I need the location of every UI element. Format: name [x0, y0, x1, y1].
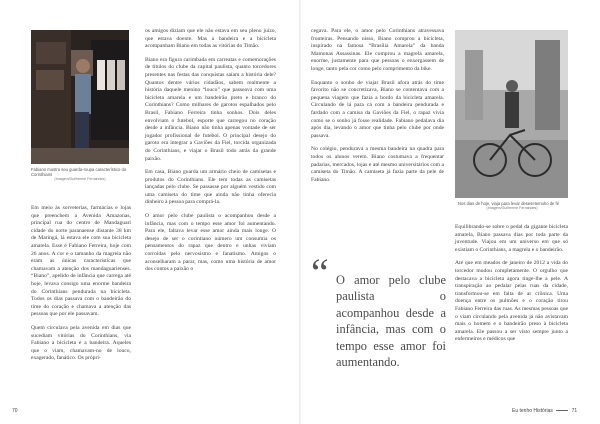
paragraph: Biano era figura carimbada em carreatas e comemorações de títulos do clube da capital paulista, quanto torcedores presentes nas festas das conquistas saíam a história dele? Quantos dentre vários cidadãos, sabem realmente a história daquele menino “louco” que passeava com uma bicicleta amarela e um bandeirão preto e branco do Corinthians? Como milhares de garotos espalhados pelo Brasil, Fabiano Ferreira tinha sonhos. Dois deles envolviam o futebol, esporte que carregou no coração desde a infância. Biano não tinha apenas vontade de ser jogador profissional de futebol. O principal desejo do garoto era integrar a Gaviões da Fiel, torcida organizada do Corinthians, e viajar o Brasil todo atrás da grande paixão. [145, 56, 276, 162]
left-column-2 [145, 28, 276, 280]
paragraph: O amor pelo clube paulista o acompanhou desde a infância, mas com o tempo esse amor foi aumentando. Para ele, faltava levar esse amor ainda mais longe. O desejo de ser o corintiano número um consumia os pensamentos do rapaz que dentro e unhas viviam corroídas pelo nervosismo e fanatismo. Amigos o aconselharam a parar, mas, como uma história de amor dos contos a paixão o [145, 213, 276, 273]
left-page-number: 70 [12, 408, 18, 414]
right-caption-text: Nos dias de hoje, viaja para levar desesetemuho de fé [458, 201, 560, 206]
paragraph: Até que em meados de janeiro de 2012 a vida do torcedor mudou completamente. O orgulho que destacava a bicicleta agora tinge-lhe a pele. A transpiração ao pedalar pelas ruas da cidade, transformou-se em falta de ar crônica. Uma doença entre os pulmões e o coração tirou Fabiano Ferreira das ruas. As mesmas pessoas que o viam circulando pela avenida já não avistavam mais o homem e o bandeirão preso à bicicleta amarela. Ele passou a ser visto sempre junto a enfermeiros e médicos que [455, 260, 568, 343]
photo-wardrobe [31, 30, 129, 164]
footer-title-text: Eu tenho Histórias [512, 408, 553, 414]
paragraph: Enquanto o sonho de viajar Brasil afora atrás do time favorito não se concretizava, Biano se contentava com a pequena viagem que fazia a bordo da bicicleta amarela. Circulando de lá para cá com a bandeira pendurada e fardado com a camisa da Gaviões da Fiel, o rapaz vivia como se o sonho já fosse realidade. Fabiano pedalava dia após dia, levando o amor que tinha pelo clube por onde passava. [311, 79, 444, 139]
right-page-number: 71 [571, 408, 578, 414]
wardrobe-photo-image [31, 30, 129, 164]
paragraph: cegava. Para ele, o amor pelo Corinthians atravessava fronteiras. Pensando nisso, Biano comprou a bicicleta, inspirado na famosa “Brasília Amarela” da banda Mamonas Assassinas. Ele comprou a magrela amarela, enorme, justamente para que pessoas o enxergassem de longe, tanto pela cor como pelo comprimento da bike. [311, 28, 444, 72]
bicycle-photo-image [455, 30, 568, 198]
paragraph: os amigos diziam que ele não estava em seu pleno juízo, que estava doente. Mas a bandeira e a bicicleta acompanham Biano em todas as vitórias do Timão. [145, 28, 276, 50]
left-caption-credit: (Imagem/Guilherme Fernandes) [54, 177, 106, 182]
paragraph: Equilibrando-se sobre o pedal da gigante bicicleta amarela, Biano passava dias por toda parte da juventude. Viajou em um universo em que só existiam o Corinthians, a magrela e o bandeirão. [455, 224, 568, 253]
paragraph: Quem circulava pela avenida em dias que sucediam vitórias do Corinthians, via Fabiano a bicicleta e a bandeira. Aqueles que o viam, chamavam-no de louco, exagerado, fanático. Os própri- [31, 324, 131, 362]
footer-book-title [512, 408, 577, 414]
right-photo-caption [458, 201, 566, 211]
paragraph: Em meio às sorveterias, farmácias e lojas que preenchem a Avenida Amazonas, principal rua do centro de Mandaguari cidade do norte paranaense distante 38 km de Maringá, lá estava ele com sua bicicleta amarela. Esse é Fabiano Ferreira, hoje com 26 anos. A cor e o tamanho da magrela não eram as únicas características que chamavam a atenção dos mandaguarienses. “Biano”, apelido de infância que carrega até hoje, levava consigo uma enorme bandeira do Corinthians pendurada na bicicleta. Todos os dias passava com o bandeirão do time do coração e chamava a atenção das pessoas que por ele passavam. [31, 205, 131, 318]
right-caption-credit: (Imagem/Guilherme Fernandes) [486, 206, 538, 211]
left-photo-caption [31, 167, 129, 183]
pull-quote: O amor pelo clube paulista o acompanhou desde a infância, mas com o tempo esse amor foi aumentando. [336, 273, 446, 370]
paragraph: Em casa, Biano guarda um armário cheio de camisetas e produtos do Corinthians. Ele tem todas as camisetas lançadas pelo clube. Se passasse por alguém vestido com uma camiseta do time que ainda não tinha oferecia dinheiro à pessoa para comprá-la. [145, 169, 276, 206]
right-column-1 [311, 28, 444, 190]
photo-bicycle [455, 30, 568, 198]
paragraph: No colégio, pendurava a mesma bandeira na quadra para todos os alunos verem. Biano costumava a frequentar padarias, mercados, lojas e até mesmo universitários com a camiseta do Timão. A camiseta já fazia parte da pele de Fabiano. [311, 146, 444, 183]
right-column-2 [455, 224, 568, 350]
left-column-1 [31, 205, 131, 369]
page-gutter [299, 0, 301, 424]
quote-mark-icon: “ [311, 250, 329, 295]
footer-rule [556, 410, 568, 411]
left-caption-text: Fabiano mostra seu guarda-roupa característico do Corinthians [31, 167, 127, 178]
